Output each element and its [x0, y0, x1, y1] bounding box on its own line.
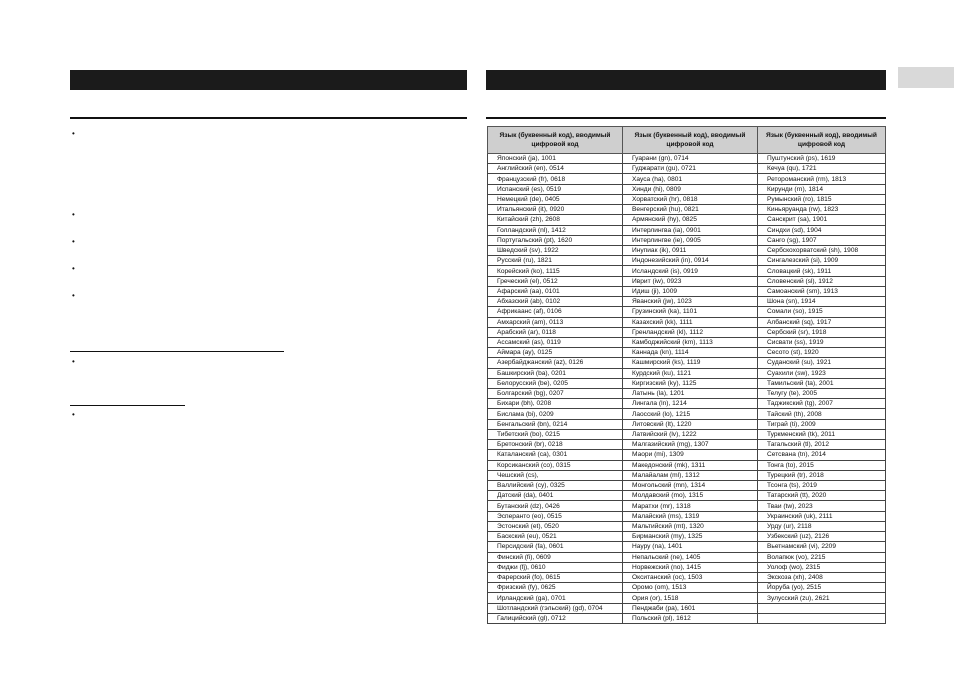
table-cell: Урду (ur), 2118: [758, 521, 886, 531]
table-cell: Каталанский (ca), 0301: [488, 450, 623, 460]
table-row: [488, 154, 886, 164]
table-cell: Интерлингва (ia), 0901: [623, 225, 758, 235]
table-row: [488, 174, 886, 184]
table-cell: Французский (fr), 0618: [488, 174, 623, 184]
table-cell: Идиш (ji), 1009: [623, 286, 758, 296]
table-cell: Польский (pl), 1612: [623, 613, 758, 623]
table-row: [488, 552, 886, 562]
table-row: [488, 440, 886, 450]
table-cell: Науру (na), 1401: [623, 542, 758, 552]
table-cell: Тваи (tw), 2023: [758, 501, 886, 511]
table-cell: Словацкий (sk), 1911: [758, 266, 886, 276]
table-row: [488, 583, 886, 593]
table-body: [488, 154, 886, 624]
table-row: [488, 358, 886, 368]
table-cell: Синдхи (sd), 1904: [758, 225, 886, 235]
table-cell: Шона (sn), 1914: [758, 297, 886, 307]
bullet-marker: •: [72, 291, 75, 300]
table-cell: Фризский (fy), 0625: [488, 583, 623, 593]
table-cell: Турецкий (tr), 2018: [758, 470, 886, 480]
table-cell: Афарский (aa), 0101: [488, 286, 623, 296]
table-cell: Курдский (ku), 1121: [623, 368, 758, 378]
bullet-marker: •: [72, 357, 75, 366]
table-cell: Казахский (kk), 1111: [623, 317, 758, 327]
table-row: [488, 194, 886, 204]
table-cell: Волапюк (vo), 2215: [758, 552, 886, 562]
table-cell: Корейский (ko), 1115: [488, 266, 623, 276]
table-cell: Болгарский (bg), 0207: [488, 389, 623, 399]
table-cell: Самоанский (sm), 1913: [758, 286, 886, 296]
table-row: [488, 256, 886, 266]
table-cell: Туркменский (tk), 2011: [758, 429, 886, 439]
table-cell: Словенский (sl), 1912: [758, 276, 886, 286]
table-row: [488, 409, 886, 419]
table-cell: Молдавский (mo), 1315: [623, 491, 758, 501]
table-cell: Окситанский (oc), 1503: [623, 572, 758, 582]
table-row: [488, 348, 886, 358]
table-cell: Сомали (so), 1915: [758, 307, 886, 317]
table-row: [488, 532, 886, 542]
table-row: [488, 245, 886, 255]
table-cell: Датский (da), 0401: [488, 491, 623, 501]
table-cell: Бутанский (dz), 0426: [488, 501, 623, 511]
column-header: Язык (буквенный код), вводимый цифровой код: [758, 127, 886, 154]
language-code-table: [487, 126, 886, 624]
table-row: [488, 368, 886, 378]
table-cell: Бихари (bh), 0208: [488, 399, 623, 409]
table-cell: Санго (sg), 1907: [758, 235, 886, 245]
table-cell: Хорватский (hr), 0818: [623, 194, 758, 204]
table-row: [488, 460, 886, 470]
table-cell: Армянский (hy), 0825: [623, 215, 758, 225]
table-cell: Камбоджийский (km), 1113: [623, 337, 758, 347]
table-cell: Финский (fi), 0609: [488, 552, 623, 562]
table-cell: Интерлингве (ie), 0905: [623, 235, 758, 245]
table-cell: Амхарский (am), 0113: [488, 317, 623, 327]
table-cell: Испанский (es), 0519: [488, 184, 623, 194]
table-cell: Итальянский (it), 0920: [488, 205, 623, 215]
table-cell: Зулусский (zu), 2621: [758, 593, 886, 603]
right-heading-rule: [486, 117, 886, 119]
table-cell: Ирландский (ga), 0701: [488, 593, 623, 603]
table-cell: Фарерский (fo), 0615: [488, 572, 623, 582]
table-row: [488, 572, 886, 582]
table-row: [488, 481, 886, 491]
table-cell: Португальский (pt), 1620: [488, 235, 623, 245]
table-row: [488, 613, 886, 623]
table-cell: Азербайджанский (az), 0126: [488, 358, 623, 368]
table-cell: Хауса (ha), 0801: [623, 174, 758, 184]
bullet-marker: •: [72, 237, 75, 246]
table-cell: Малайалам (ml), 1312: [623, 470, 758, 480]
table-row: [488, 317, 886, 327]
table-row: [488, 511, 886, 521]
table-cell: Шведский (sv), 1922: [488, 245, 623, 255]
table-cell: Африкаанс (af), 0106: [488, 307, 623, 317]
table-cell: Галицийский (gl), 0712: [488, 613, 623, 623]
table-cell: Венгерский (hu), 0821: [623, 205, 758, 215]
table-cell: Ория (or), 1518: [623, 593, 758, 603]
table-cell: Таджикский (tg), 2007: [758, 399, 886, 409]
table-cell: Иврит (iw), 0923: [623, 276, 758, 286]
table-row: [488, 429, 886, 439]
table-cell: Гренландский (kl), 1112: [623, 327, 758, 337]
table-cell: Абхазский (ab), 0102: [488, 297, 623, 307]
table-cell: Тайский (th), 2008: [758, 409, 886, 419]
table-cell: Маори (mi), 1309: [623, 450, 758, 460]
table-row: [488, 205, 886, 215]
table-cell: Украинский (uk), 2111: [758, 511, 886, 521]
table-cell: Сербский (sr), 1918: [758, 327, 886, 337]
table-cell: Малайский (ms), 1319: [623, 511, 758, 521]
bullet-marker: •: [72, 129, 75, 138]
table-cell: Латвийский (lv), 1222: [623, 429, 758, 439]
table-cell: Инупиак (ik), 0911: [623, 245, 758, 255]
column-header: Язык (буквенный код), вводимый цифровой код: [488, 127, 623, 154]
table-row: [488, 337, 886, 347]
table-cell: [758, 613, 886, 623]
table-cell: Немецкий (de), 0405: [488, 194, 623, 204]
table-cell: Индонезийский (in), 0914: [623, 256, 758, 266]
table-cell: Арабский (ar), 0118: [488, 327, 623, 337]
table-row: [488, 297, 886, 307]
table-row: [488, 389, 886, 399]
table-row: [488, 286, 886, 296]
table-cell: Ретороманский (rm), 1813: [758, 174, 886, 184]
table-cell: Пенджаби (pa), 1601: [623, 603, 758, 613]
table-cell: Суданский (su), 1921: [758, 358, 886, 368]
table-cell: Аймара (ay), 0125: [488, 348, 623, 358]
table-row: [488, 593, 886, 603]
table-header-row: [488, 127, 886, 154]
table-cell: Бирманский (my), 1325: [623, 532, 758, 542]
table-row: [488, 470, 886, 480]
table-cell: Баскский (eu), 0521: [488, 532, 623, 542]
table-cell: Сесото (st), 1920: [758, 348, 886, 358]
table-row: [488, 399, 886, 409]
left-subsection-rule: [70, 351, 284, 352]
table-cell: Эстонский (et), 0520: [488, 521, 623, 531]
table-cell: Сетсвана (tn), 2014: [758, 450, 886, 460]
table-cell: Чешский (cs),: [488, 470, 623, 480]
left-heading-rule: [70, 117, 467, 119]
table-row: [488, 235, 886, 245]
table-cell: Албанский (sq), 1917: [758, 317, 886, 327]
table-cell: Вьетнамский (vi), 2209: [758, 542, 886, 552]
table-cell: Сисвати (ss), 1919: [758, 337, 886, 347]
table-row: [488, 542, 886, 552]
table-cell: Киргизский (ky), 1125: [623, 378, 758, 388]
table-row: [488, 266, 886, 276]
table-cell: Грузинский (ka), 1101: [623, 307, 758, 317]
table-cell: Гуджарати (gu), 0721: [623, 164, 758, 174]
table-row: [488, 307, 886, 317]
table-row: [488, 562, 886, 572]
table-cell: Шотландский (гэльский) (gd), 0704: [488, 603, 623, 613]
table-cell: Сингалезский (si), 1909: [758, 256, 886, 266]
table-cell: Греческий (el), 0512: [488, 276, 623, 286]
table-cell: Русский (ru), 1821: [488, 256, 623, 266]
table-cell: Каннада (kn), 1114: [623, 348, 758, 358]
table-cell: Валлийский (cy), 0325: [488, 481, 623, 491]
table-cell: Литовский (lt), 1220: [623, 419, 758, 429]
table-cell: Ассамский (as), 0119: [488, 337, 623, 347]
table-cell: Корсиканский (co), 0315: [488, 460, 623, 470]
bullet-marker: •: [72, 210, 75, 219]
table-row: [488, 501, 886, 511]
table-cell: Лаосский (lo), 1215: [623, 409, 758, 419]
table-cell: Узбекский (uz), 2126: [758, 532, 886, 542]
table-row: [488, 215, 886, 225]
table-cell: Кечуа (qu), 1721: [758, 164, 886, 174]
bullet-marker: •: [72, 264, 75, 273]
table-cell: Исландский (is), 0919: [623, 266, 758, 276]
table-cell: Японский (ja), 1001: [488, 154, 623, 164]
table-cell: Белорусский (be), 0205: [488, 378, 623, 388]
table-cell: Татарский (tt), 2020: [758, 491, 886, 501]
table-cell: [758, 603, 886, 613]
table-cell: Непальский (ne), 1405: [623, 552, 758, 562]
right-section-header-bar: [486, 70, 886, 90]
table-cell: Тамильский (ta), 2001: [758, 378, 886, 388]
table-cell: Санскрит (sa), 1901: [758, 215, 886, 225]
table-cell: Латынь (la), 1201: [623, 389, 758, 399]
table-cell: Киньяруанда (rw), 1823: [758, 205, 886, 215]
table-cell: Тибетский (bo), 0215: [488, 429, 623, 439]
table-cell: Фиджи (fj), 0610: [488, 562, 623, 572]
table-cell: Голландский (nl), 1412: [488, 225, 623, 235]
table-cell: Румынский (ro), 1815: [758, 194, 886, 204]
table-cell: Маратхи (mr), 1318: [623, 501, 758, 511]
table-cell: Тонга (to), 2015: [758, 460, 886, 470]
table-cell: Кирунди (rn), 1814: [758, 184, 886, 194]
table-cell: Малгазийский (mg), 1307: [623, 440, 758, 450]
table-row: [488, 521, 886, 531]
table-cell: Гуарани (gn), 0714: [623, 154, 758, 164]
table-cell: Пуштунский (ps), 1619: [758, 154, 886, 164]
table-row: [488, 491, 886, 501]
table-row: [488, 603, 886, 613]
table-cell: Английский (en), 0514: [488, 164, 623, 174]
table-row: [488, 419, 886, 429]
table-row: [488, 276, 886, 286]
table-row: [488, 225, 886, 235]
table-cell: Уолоф (wo), 2315: [758, 562, 886, 572]
table-cell: Суахили (sw), 1923: [758, 368, 886, 378]
table-cell: Персидский (fa), 0601: [488, 542, 623, 552]
table-row: [488, 164, 886, 174]
table-cell: Эсперанто (eo), 0515: [488, 511, 623, 521]
table-cell: Кашмирский (ks), 1119: [623, 358, 758, 368]
table-row: [488, 450, 886, 460]
table-cell: Тагальский (tl), 2012: [758, 440, 886, 450]
table-cell: Йоруба (yo), 2515: [758, 583, 886, 593]
column-header: Язык (буквенный код), вводимый цифровой код: [623, 127, 758, 154]
table-row: [488, 327, 886, 337]
table-cell: Телугу (te), 2005: [758, 389, 886, 399]
left-subsection-rule: [70, 405, 185, 406]
table-cell: Мальтийский (mt), 1320: [623, 521, 758, 531]
table-cell: Китайский (zh), 2608: [488, 215, 623, 225]
table-row: [488, 378, 886, 388]
bullet-marker: •: [72, 410, 75, 419]
table-cell: Хинди (hi), 0809: [623, 184, 758, 194]
table-cell: Бислама (bi), 0209: [488, 409, 623, 419]
table-cell: Сербскохорватский (sh), 1908: [758, 245, 886, 255]
table-cell: Яванский (jw), 1023: [623, 297, 758, 307]
table-cell: Оромо (om), 1513: [623, 583, 758, 593]
table-cell: Норвежский (no), 1415: [623, 562, 758, 572]
table-cell: Македонский (mk), 1311: [623, 460, 758, 470]
table-cell: Тсонга (ts), 2019: [758, 481, 886, 491]
table-row: [488, 184, 886, 194]
table-cell: Бенгальский (bn), 0214: [488, 419, 623, 429]
table-cell: Башкирский (ba), 0201: [488, 368, 623, 378]
table-cell: Бретонский (br), 0218: [488, 440, 623, 450]
table-cell: Монгольский (mn), 1314: [623, 481, 758, 491]
table-cell: Лингала (ln), 1214: [623, 399, 758, 409]
left-section-header-bar: [70, 70, 467, 90]
table-cell: Экскоза (xh), 2408: [758, 572, 886, 582]
table-cell: Тигрaй (ti), 2009: [758, 419, 886, 429]
page-side-tab: [898, 67, 954, 88]
